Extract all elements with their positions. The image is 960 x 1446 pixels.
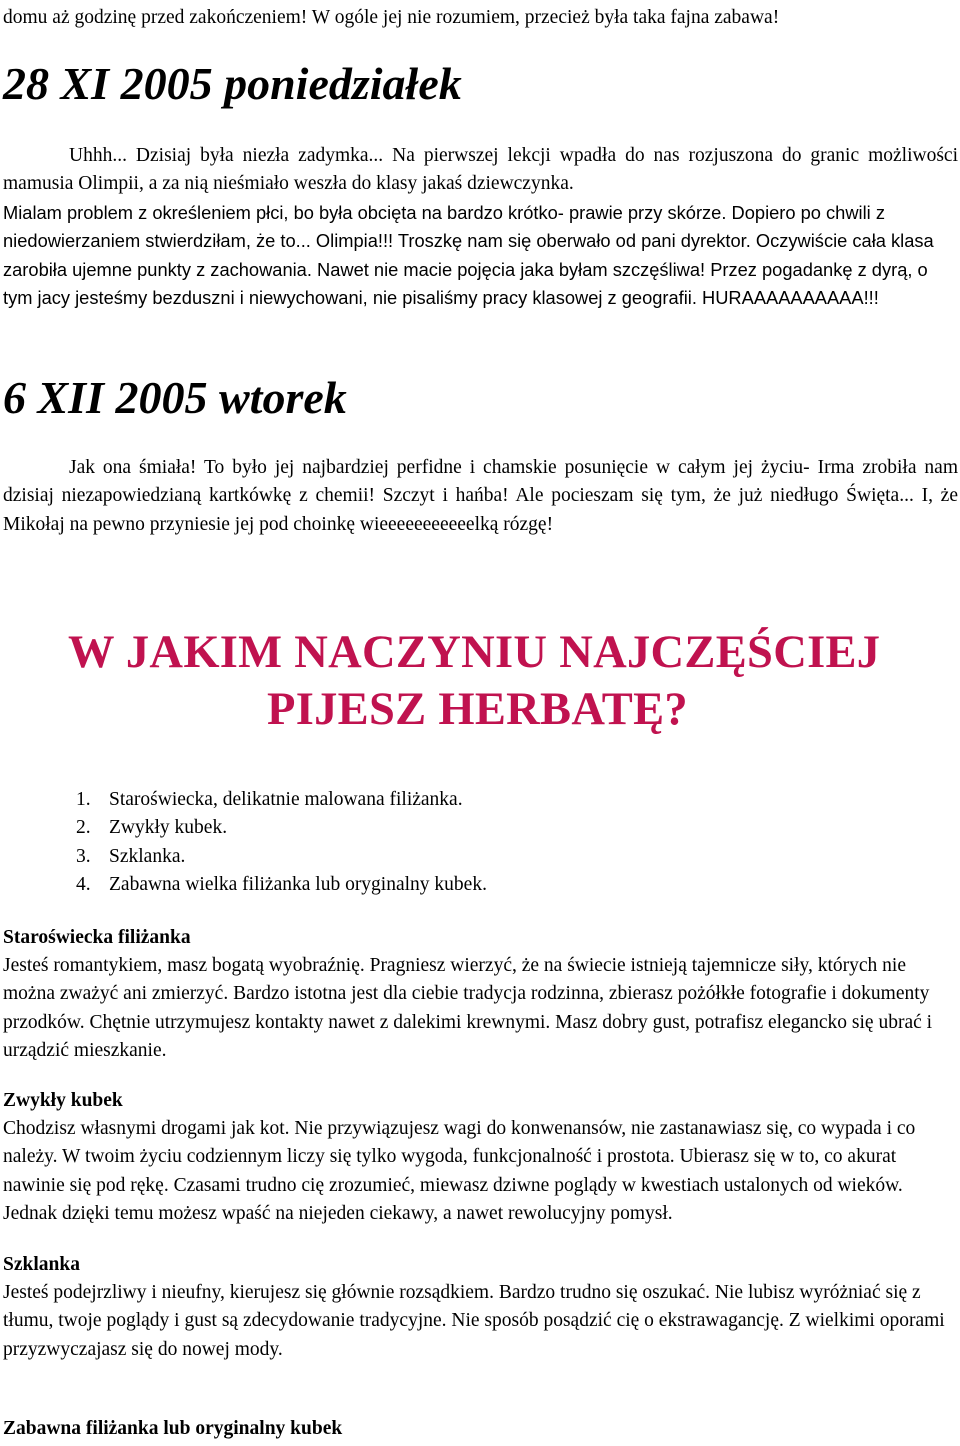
result-title: Staroświecka filiżanka (3, 927, 191, 948)
answer-number: 4. (76, 873, 91, 895)
result-text: Jesteś podejrzliwy i nieufny, kierujesz się głównie rozsądkiem. Bardzo trudno się oszukać. Nie lubisz wyróżniać się z tłumu, twoje poglądy i gust są zdecydowanie tradycyjne. Nie sposób posądzić cię o ekstrawagancję. Z wielkimi oporami przyzwyczajasz się do nowej mody. (3, 1282, 945, 1360)
entry-text-sans (3, 199, 958, 312)
survey-title-line1: W JAKIM NACZYNIU NAJCZĘŚCIEJ (68, 627, 881, 678)
survey-title-line2: PIJESZ HERBATĘ? (267, 684, 688, 735)
answer-number: 1. (76, 789, 91, 810)
entry-text-sans-b: Dopiero po chwili z niedowierzaniem stwierdziłam, że to... Olimpia!!! Troszkę nam się oberwało od pani dyrektor. Oczywiście cała klasa zarobiła ujemne punkty z zachowania. Nawet nie macie pojęcia jaka byłam szczęśliwa! Przez pogadankę z dyrą, o tym jacy jesteśmy bezduszni i niewychowani, nie pisaliśmy pracy klasowej z geografii. HURAAAAAAAAAA!!! (3, 202, 934, 308)
answer-text: Zabawna wielka filiżanka lub oryginalny kubek. (109, 873, 487, 895)
result-title: Zabawna filiżanka lub oryginalny kubek (3, 1418, 343, 1439)
entry-date-heading: 6 XII 2005 wtorek (3, 372, 347, 423)
answer-text: Staroświecka, delikatnie malowana filiżanka. (109, 789, 463, 810)
answer-number: 3. (76, 845, 91, 867)
entry-text-serif: Uhhh... Dzisiaj była niezła zadymka... Na pierwszej lekcji wpadła do nas rozjuszona do granic możliwości mamusia Olimpii, a za nią nieśmiało weszła do klasy jakaś dziewczynka. (3, 145, 958, 195)
list-item (76, 843, 487, 871)
intro-line: domu aż godzinę przed zakończeniem! W ogóle jej nie rozumiem, przecież była taka fajna zabawa! (3, 7, 780, 28)
entry-text-sans-a: Mialam problem z określeniem płci, bo była obcięta na bardzo krótko- prawie przy skórze. (3, 202, 727, 223)
result-title: Zwykły kubek (3, 1090, 123, 1111)
survey-title (68, 624, 880, 738)
entry-text: Jak ona śmiała! To było jej najbardziej perfidne i chamskie posunięcie w całym jej życiu- Irma zrobiła nam dzisiaj niezapowiedzianą kartkówkę z chemii! Szczyt i hańba! Ale pocieszam się tym, że już niedługo Święta... I, że Mikołaj na pewno przyniesie jej pod choinkę wieeeeeeeeeeelką rózgę! (3, 457, 958, 535)
list-item (76, 871, 487, 899)
result-title: Szklanka (3, 1254, 80, 1275)
list-item (76, 786, 487, 814)
result-text: Jesteś romantykiem, masz bogatą wyobraźnię. Pragniesz wierzyć, że na świecie istnieją tajemnicze siły, których nie można zważyć ani zmierzyć. Bardzo istotna jest dla ciebie tradycja rodzinna, zbierasz pożółkłe fotografie i dokumenty przodków. Chętnie utrzymujesz kontakty nawet z dalekimi krewnymi. Masz dobry gust, potrafisz elegancko się ubrać i urządzić mieszkanie. (3, 955, 933, 1061)
answers-list (76, 786, 487, 899)
answer-text: Szklanka. (109, 845, 186, 867)
answer-text: Zwykły kubek. (109, 817, 228, 839)
list-item (76, 814, 487, 842)
result-text: Chodzisz własnymi drogami jak kot. Nie przywiązujesz wagi do konwenansów, nie zastanawiasz się, co wypada i co należy. W twoim życiu codziennym liczy się tylko wygoda, funkcjonalność i prostota. Ubierasz się w to, co akurat nawinie się pod rękę. Czasami trudno cię zrozumieć, miewasz dziwne poglądy w kwestiach ustalonych od wieków. Jednak dzięki temu możesz wpaść na niejeden ciekawy, a nawet rewolucyjny pomysł. (3, 1118, 916, 1224)
entry-text (3, 142, 958, 199)
entry-date-heading: 28 XI 2005 poniedziałek (3, 58, 462, 109)
answer-number: 2. (76, 817, 91, 839)
